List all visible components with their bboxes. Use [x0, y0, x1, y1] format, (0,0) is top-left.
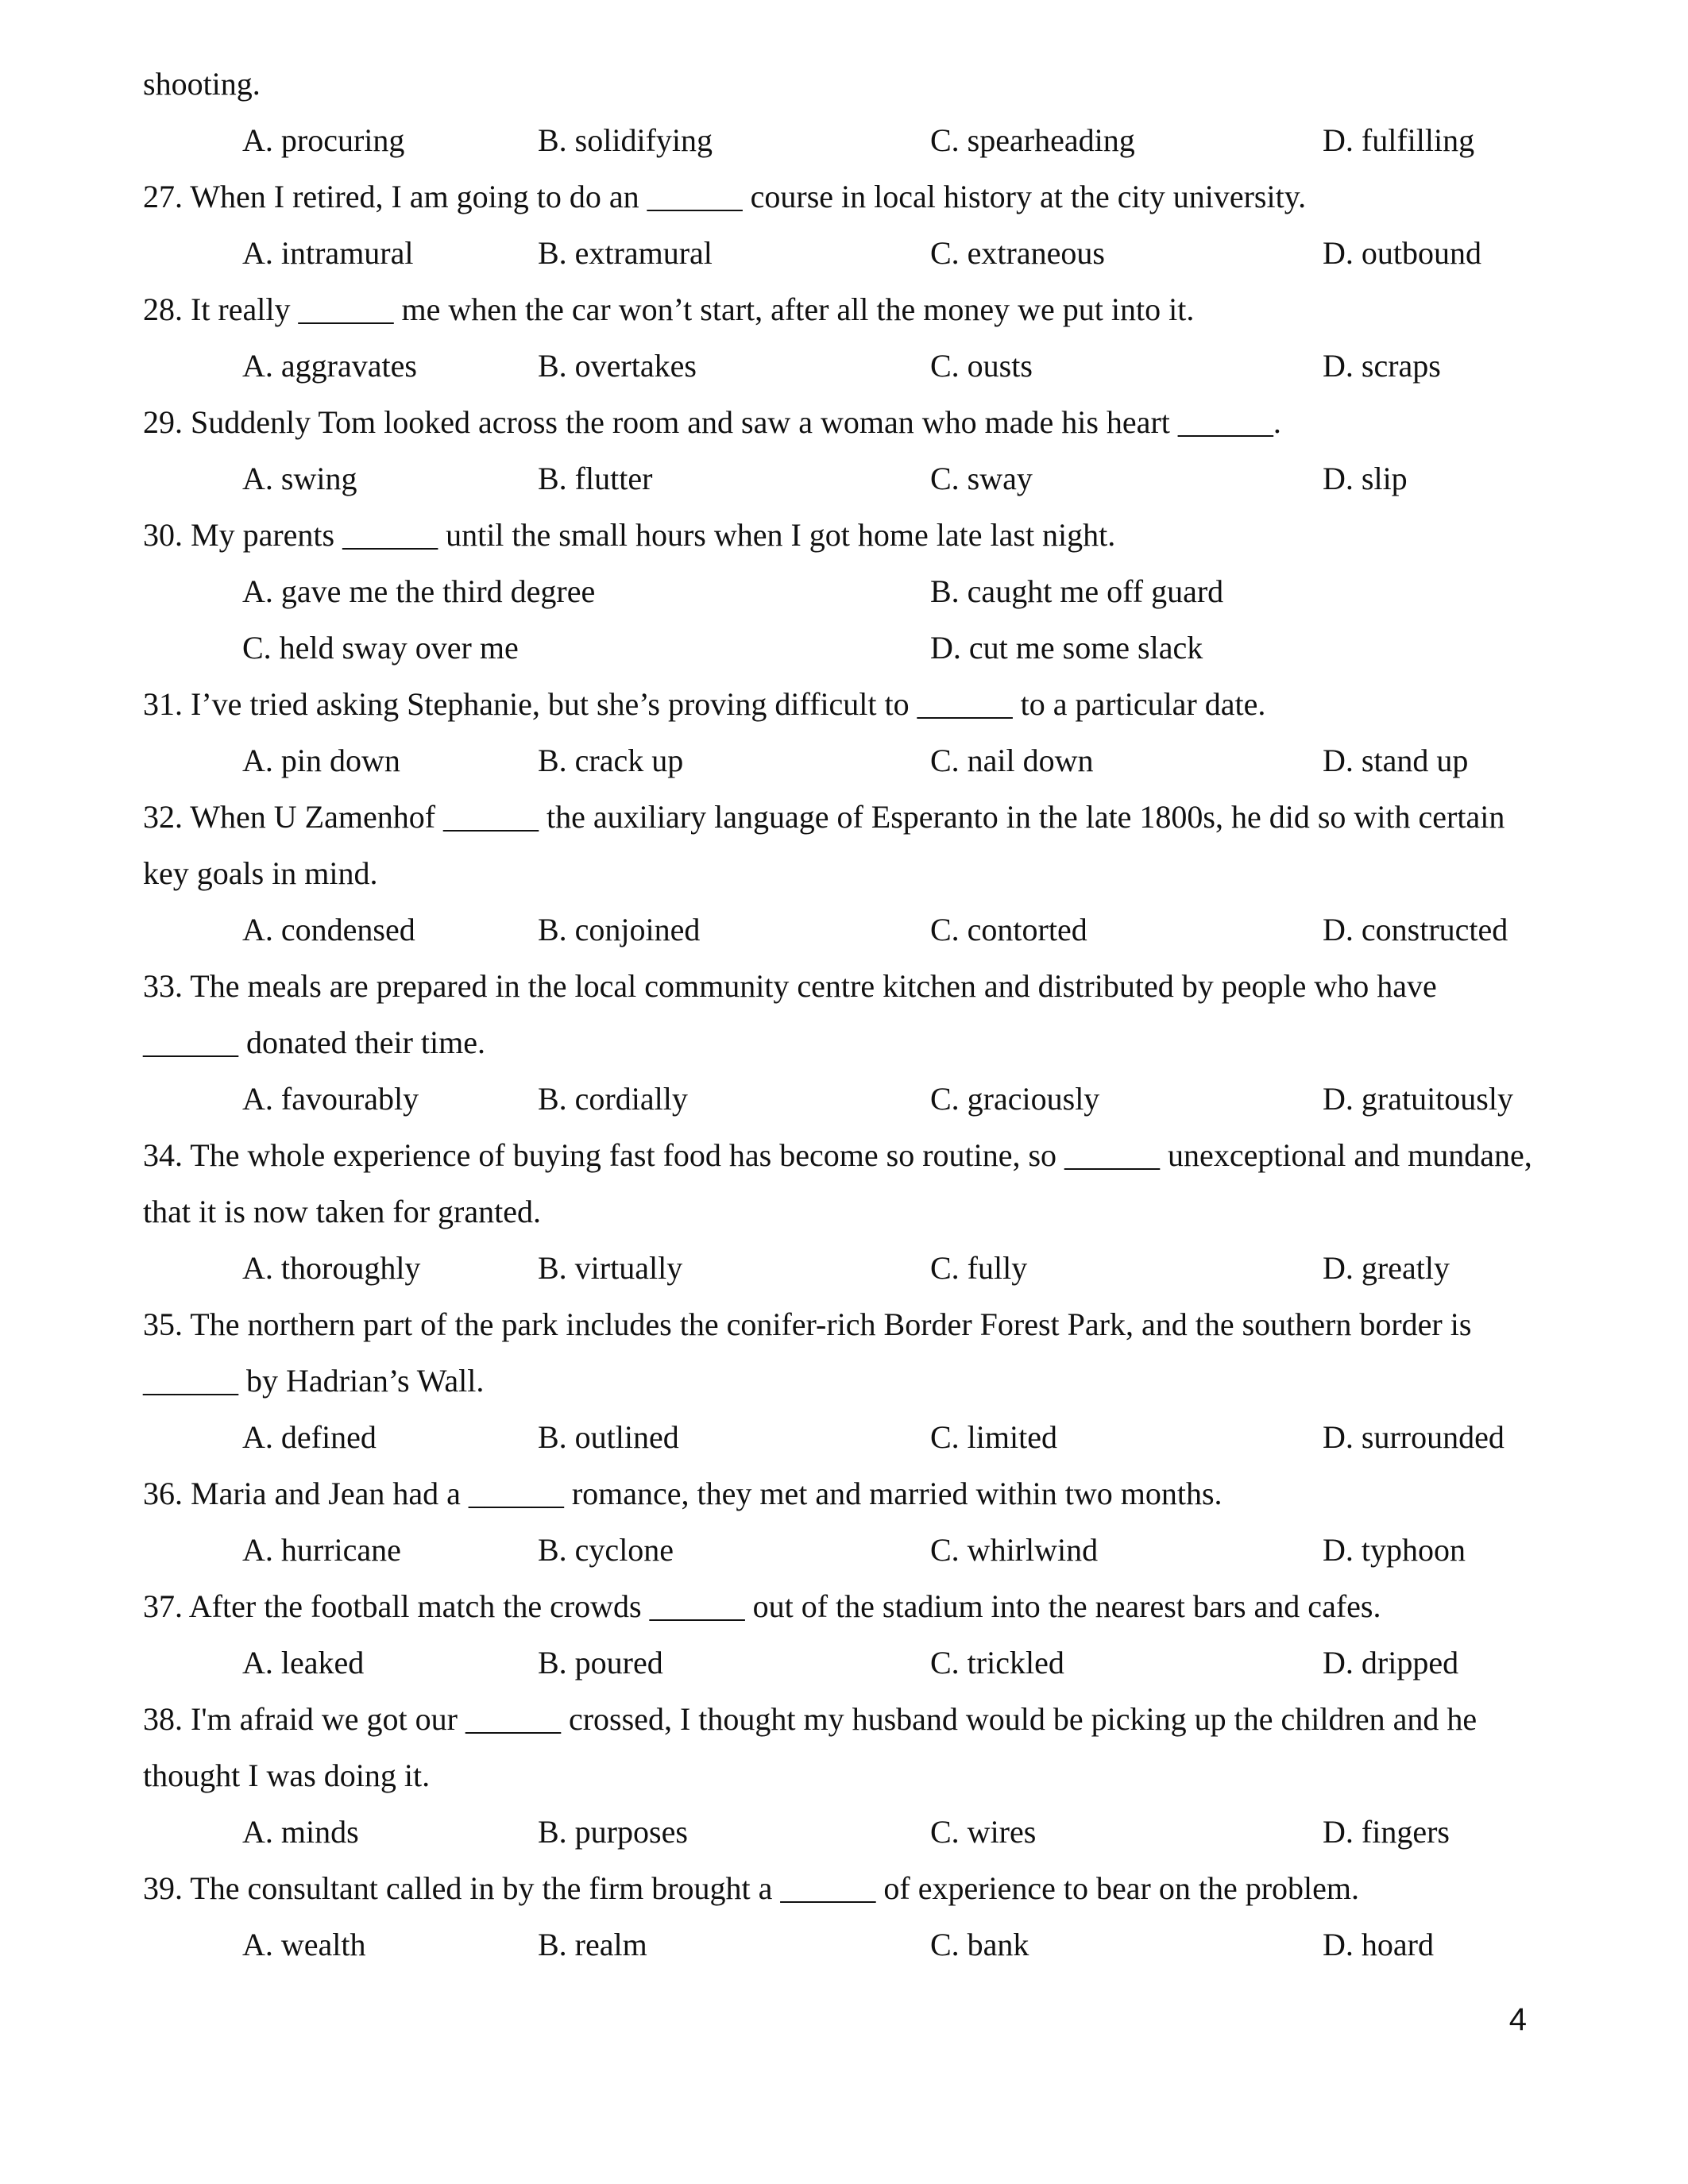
question-27-options [143, 225, 1613, 281]
question-27-option-d: D. outbound [1323, 235, 1481, 271]
question-33-text-line-1: 33. The meals are prepared in the local community centre kitchen and distributed by people who have [143, 968, 1437, 1004]
question-28-option-b: B. overtakes [538, 348, 697, 384]
question-34-option-d: D. greatly [1323, 1250, 1450, 1286]
question-38-option-c: C. wires [930, 1814, 1037, 1850]
question-31-options [143, 732, 1613, 789]
question-34-option-c: C. fully [930, 1250, 1028, 1286]
question-26-option-b: B. solidifying [538, 122, 713, 158]
question-37-options [143, 1634, 1613, 1691]
question-26-option-c: C. spearheading [930, 122, 1135, 158]
question-38-option-a: A. minds [242, 1814, 359, 1850]
question-34-text-line-1: 34. The whole experience of buying fast food has become so routine, so ______ unexceptional and mundane, [143, 1137, 1532, 1173]
question-36-options [143, 1522, 1613, 1578]
question-34-option-a: A. thoroughly [242, 1250, 421, 1286]
question-38-option-d: D. fingers [1323, 1814, 1450, 1850]
question-34-option-b: B. virtually [538, 1250, 683, 1286]
question-30-option-a: A. gave me the third degree [242, 573, 596, 609]
question-32-option-a: A. condensed [242, 912, 415, 947]
question-27-option-a: A. intramural [242, 235, 414, 271]
question-35-option-d: D. surrounded [1323, 1419, 1505, 1455]
question-28-option-c: C. ousts [930, 348, 1033, 384]
question-39-option-d: D. hoard [1323, 1927, 1434, 1962]
question-38-text-line-2: thought I was doing it. [143, 1758, 431, 1793]
question-29-option-d: D. slip [1323, 461, 1408, 496]
question-39-option-b: B. realm [538, 1927, 647, 1962]
question-37-option-a: A. leaked [242, 1645, 365, 1680]
question-28-text: 28. It really ______ me when the car won’t start, after all the money we put into it. [143, 291, 1195, 327]
question-35-option-b: B. outlined [538, 1419, 679, 1455]
question-35-text-line-2: ______ by Hadrian’s Wall. [143, 1363, 485, 1399]
question-30-text: 30. My parents ______ until the small hours when I got home late last night. [143, 517, 1116, 553]
question-35-option-a: A. defined [242, 1419, 377, 1455]
question-26-continuation: shooting. [143, 66, 261, 102]
question-28-option-d: D. scraps [1323, 348, 1441, 384]
question-28-options [143, 338, 1613, 394]
question-39-option-a: A. wealth [242, 1927, 366, 1962]
question-39-text: 39. The consultant called in by the firm brought a ______ of experience to bear on the problem. [143, 1870, 1360, 1906]
question-30-options-row-2 [143, 619, 1613, 676]
question-26-option-d: D. fulfilling [1323, 122, 1475, 158]
question-29-options [143, 450, 1613, 507]
question-33-text-line-2: ______ donated their time. [143, 1024, 486, 1060]
question-30-option-c: C. held sway over me [242, 630, 519, 666]
question-36-option-c: C. whirlwind [930, 1532, 1099, 1568]
question-26-option-a: A. procuring [242, 122, 405, 158]
question-33-option-c: C. graciously [930, 1081, 1100, 1117]
question-37-text: 37. After the football match the crowds ______ out of the stadium into the nearest bars and cafes. [143, 1588, 1381, 1624]
question-36-option-a: A. hurricane [242, 1532, 401, 1568]
question-31-text: 31. I’ve tried asking Stephanie, but she’s proving difficult to ______ to a particular date. [143, 686, 1266, 722]
question-31-option-c: C. nail down [930, 743, 1094, 778]
question-33-option-d: D. gratuitously [1323, 1081, 1513, 1117]
question-30-option-d: D. cut me some slack [930, 630, 1203, 666]
question-27-text: 27. When I retired, I am going to do an ______ course in local history at the city university. [143, 179, 1307, 214]
question-29-option-a: A. swing [242, 461, 357, 496]
question-31-option-a: A. pin down [242, 743, 400, 778]
question-38-options [143, 1804, 1613, 1860]
question-34-text-line-2: that it is now taken for granted. [143, 1194, 541, 1229]
question-36-option-d: D. typhoon [1323, 1532, 1466, 1568]
question-33-options [143, 1071, 1613, 1127]
question-32-text-line-1: 32. When U Zamenhof ______ the auxiliary language of Esperanto in the late 1800s, he did so with certain [143, 799, 1505, 835]
question-39-option-c: C. bank [930, 1927, 1029, 1962]
question-31-option-d: D. stand up [1323, 743, 1469, 778]
question-27-option-b: B. extramural [538, 235, 713, 271]
question-32-options [143, 901, 1613, 958]
question-36-option-b: B. cyclone [538, 1532, 674, 1568]
question-36-text: 36. Maria and Jean had a ______ romance, they met and married within two months. [143, 1476, 1223, 1511]
question-30-options-row-1 [143, 563, 1613, 619]
question-38-option-b: B. purposes [538, 1814, 688, 1850]
question-28-option-a: A. aggravates [242, 348, 417, 384]
question-37-option-c: C. trickled [930, 1645, 1064, 1680]
question-33-option-b: B. cordially [538, 1081, 688, 1117]
question-27-option-c: C. extraneous [930, 235, 1105, 271]
question-35-options [143, 1409, 1613, 1465]
question-31-option-b: B. crack up [538, 743, 684, 778]
question-30-option-b: B. caught me off guard [930, 573, 1224, 609]
question-38-text-line-1: 38. I'm afraid we got our ______ crossed, I thought my husband would be picking up the children and he [143, 1701, 1477, 1737]
question-32-option-c: C. contorted [930, 912, 1087, 947]
question-34-options [143, 1240, 1613, 1296]
question-39-options [143, 1916, 1613, 1973]
question-29-option-c: C. sway [930, 461, 1033, 496]
question-37-option-d: D. dripped [1323, 1645, 1459, 1680]
question-35-text-line-1: 35. The northern part of the park includes the conifer-rich Border Forest Park, and the southern border is [143, 1306, 1472, 1342]
question-29-text: 29. Suddenly Tom looked across the room and saw a woman who made his heart ______. [143, 404, 1281, 440]
question-list [143, 56, 1613, 1973]
question-35-option-c: C. limited [930, 1419, 1057, 1455]
question-33-option-a: A. favourably [242, 1081, 419, 1117]
question-26-options [143, 112, 1613, 168]
question-32-option-b: B. conjoined [538, 912, 701, 947]
question-29-option-b: B. flutter [538, 461, 653, 496]
page-number: 4 [1508, 2002, 1527, 2037]
question-32-option-d: D. constructed [1323, 912, 1508, 947]
question-32-text-line-2: key goals in mind. [143, 855, 378, 891]
question-37-option-b: B. poured [538, 1645, 663, 1680]
